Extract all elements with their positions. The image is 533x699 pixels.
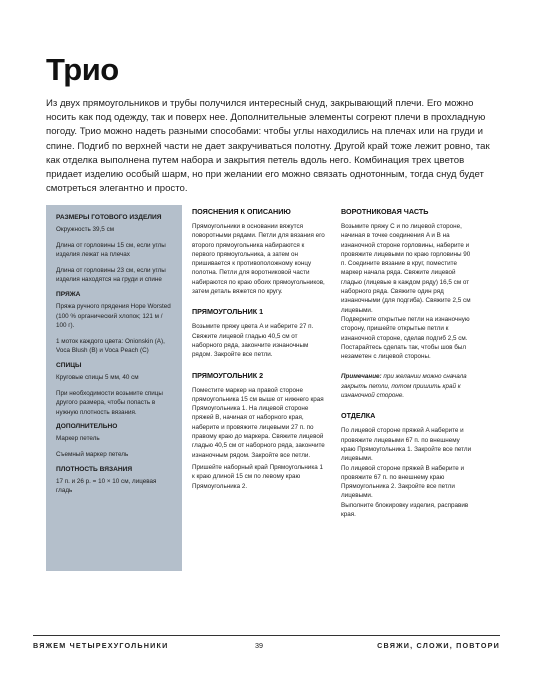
collar-heading: ВОРОТНИКОВАЯ ЧАСТЬ bbox=[341, 207, 429, 216]
note-paragraph bbox=[341, 372, 476, 400]
rectangle-2-text: Пришейте наборный край Прямоугольника 1 к краю длиной 15 см по левому краю Прямоугольника 2. bbox=[192, 463, 323, 490]
yarn-heading: ПРЯЖА bbox=[56, 290, 81, 298]
finishing-text: Выполните блокировку изделия, расправив края. bbox=[341, 501, 469, 519]
rectangle-2-heading: ПРЯМОУГОЛЬНИК 2 bbox=[192, 370, 264, 380]
gauge-section bbox=[56, 466, 174, 496]
extra-text: Маркер петель bbox=[56, 435, 100, 443]
gauge-text: 17 п. и 26 р. = 10 × 10 см, лицевая гладь bbox=[56, 477, 157, 495]
footer-book-title: СВЯЖИ, СЛОЖИ, ПОВТОРИ bbox=[377, 641, 500, 650]
rectangle-1-text: Возьмите пряжу цвета A и наберите 27 п. Свяжите лицевой гладью 40,5 см от наборного ряда, закончите изнаночным рядом. Закройте все петли. bbox=[192, 323, 314, 359]
needles-section bbox=[56, 362, 174, 417]
notes-heading: ПОЯСНЕНИЯ К ОПИСАНИЮ bbox=[192, 207, 291, 216]
finishing-text: По лицевой стороне пряжей B наберите и провяжите 67 п. по внешнему краю Прямоугольника 2. Закройте все петли лицевыми. bbox=[341, 464, 465, 500]
collar-text: Возьмите пряжу C и по лицевой стороне, начиная в точке соединения A и B на изнаночной стороне горловины, наберите и провяжите лицевыми по краю горловины 90 п. Соедините вязание в круг, поместите маркер начала ряда. Свяжите лицевой гладью (лицевые в каждом ряду) 16,5 см от наборного ряда. Свяжите один ряд изнаночными (для подгиба). Свяжите 2,5 см лицевыми. bbox=[341, 223, 471, 314]
yarn-text: Пряжа ручного прядения Hope Worsted (100 % органический хлопок; 121 м / 100 г). bbox=[56, 302, 171, 330]
sizes-section bbox=[56, 214, 174, 285]
rectangle-2-text: Поместите маркер на правой стороне прямоугольника 15 см выше от нижнего края Прямоугольника 1. На лицевой стороне пряжей B, начиная от наборного края, наберите и провяжите лицевыми 27 п. по правому краю до маркера. Свяжите лицевой гладью 40,5 см от наборного ряда, закончите изнаночным рядом. Закройте все петли. bbox=[192, 386, 325, 459]
gauge-heading: ПЛОТНОСТЬ ВЯЗАНИЯ bbox=[56, 465, 133, 473]
page-number: 39 bbox=[255, 641, 263, 650]
instructions-column-2 bbox=[341, 207, 476, 530]
yarn-text: 1 моток каждого цвета: Onionskin (A), Voca Blush (B) и Voca Peach (C) bbox=[56, 337, 165, 355]
finishing-text: По лицевой стороне пряжей A наберите и провяжите лицевыми 67 п. по внешнему краю Прямоугольника 1. Закройте все петли лицевыми. bbox=[341, 427, 472, 463]
intro-paragraph: Из двух прямоугольников и трубы получился интересный снуд, закрывающий плечи. Его можно носить как под одежду, так и поверх нее. Дополнительные элементы согреют плечи в прохладную погоду. Трио можно надеть разными способами: чтобы углы находились на плечах или на груди и спине. Подгиб по верхней части не дает закручиваться полотну. Другой край тоже лежит ровно, так как отделка выполнена путем набора и закрытия петель вдоль него. Комбинация трех цветов придает изделию особый шарм, но при желании его можно связать однотонным, тогда снуд будет смотреться элегантно и просто. bbox=[46, 98, 490, 195]
collar-text: Подверните открытые петли на изнаночную сторону, пришейте открытые петли к изнаночной стороне, сделав подгиб 2,5 см. Постарайтесь сделать так, чтобы шов был незаметен с лицевой стороны. bbox=[341, 315, 470, 361]
page-title: Трио bbox=[46, 52, 119, 87]
footer-section-title: ВЯЖЕМ ЧЕТЫРЕХУГОЛЬНИКИ bbox=[33, 641, 169, 650]
note-text: при желании можно сначала закрыть петли, потом пришить край к изнаночной стороне. bbox=[341, 373, 467, 400]
finishing-heading: ОТДЕЛКА bbox=[341, 411, 376, 421]
extra-heading: ДОПОЛНИТЕЛЬНО bbox=[56, 423, 118, 431]
needles-text: Круговые спицы 5 мм, 40 см bbox=[56, 373, 139, 381]
extra-section bbox=[56, 423, 174, 459]
rectangle-1-heading: ПРЯМОУГОЛЬНИК 1 bbox=[192, 307, 264, 317]
instructions-column-1 bbox=[192, 207, 327, 502]
footer-divider bbox=[33, 635, 500, 636]
sizes-text: Длина от горловины 15 см, если углы изделия лежат на плечах bbox=[56, 241, 166, 259]
notes-text: Прямоугольники в основании вяжутся поворотными рядами. Петли для вязания его второго прямоугольника набираются к первого прямоугольника, а затем он пришивается к противоположному концу полотна. Петли для воротниковой части набираются по краю обоих прямоугольников, затем деталь вяжется по кругу. bbox=[192, 223, 325, 296]
sizes-text: Длина от горловины 23 см, если углы изделия находятся на груди и спине bbox=[56, 266, 166, 284]
yarn-section bbox=[56, 291, 174, 356]
sizes-heading: РАЗМЕРЫ ГОТОВОГО ИЗДЕЛИЯ bbox=[56, 214, 162, 221]
extra-text: Съемный маркер петель bbox=[56, 450, 129, 458]
sizes-text: Окружность 39,5 см bbox=[56, 226, 115, 233]
note-label: Примечание: bbox=[341, 373, 382, 381]
needles-text: При необходимости возьмите спицы другого размера, чтобы попасть в нужную плотность вязания. bbox=[56, 389, 163, 416]
materials-sidebar bbox=[46, 205, 182, 571]
needles-heading: СПИЦЫ bbox=[56, 361, 82, 369]
